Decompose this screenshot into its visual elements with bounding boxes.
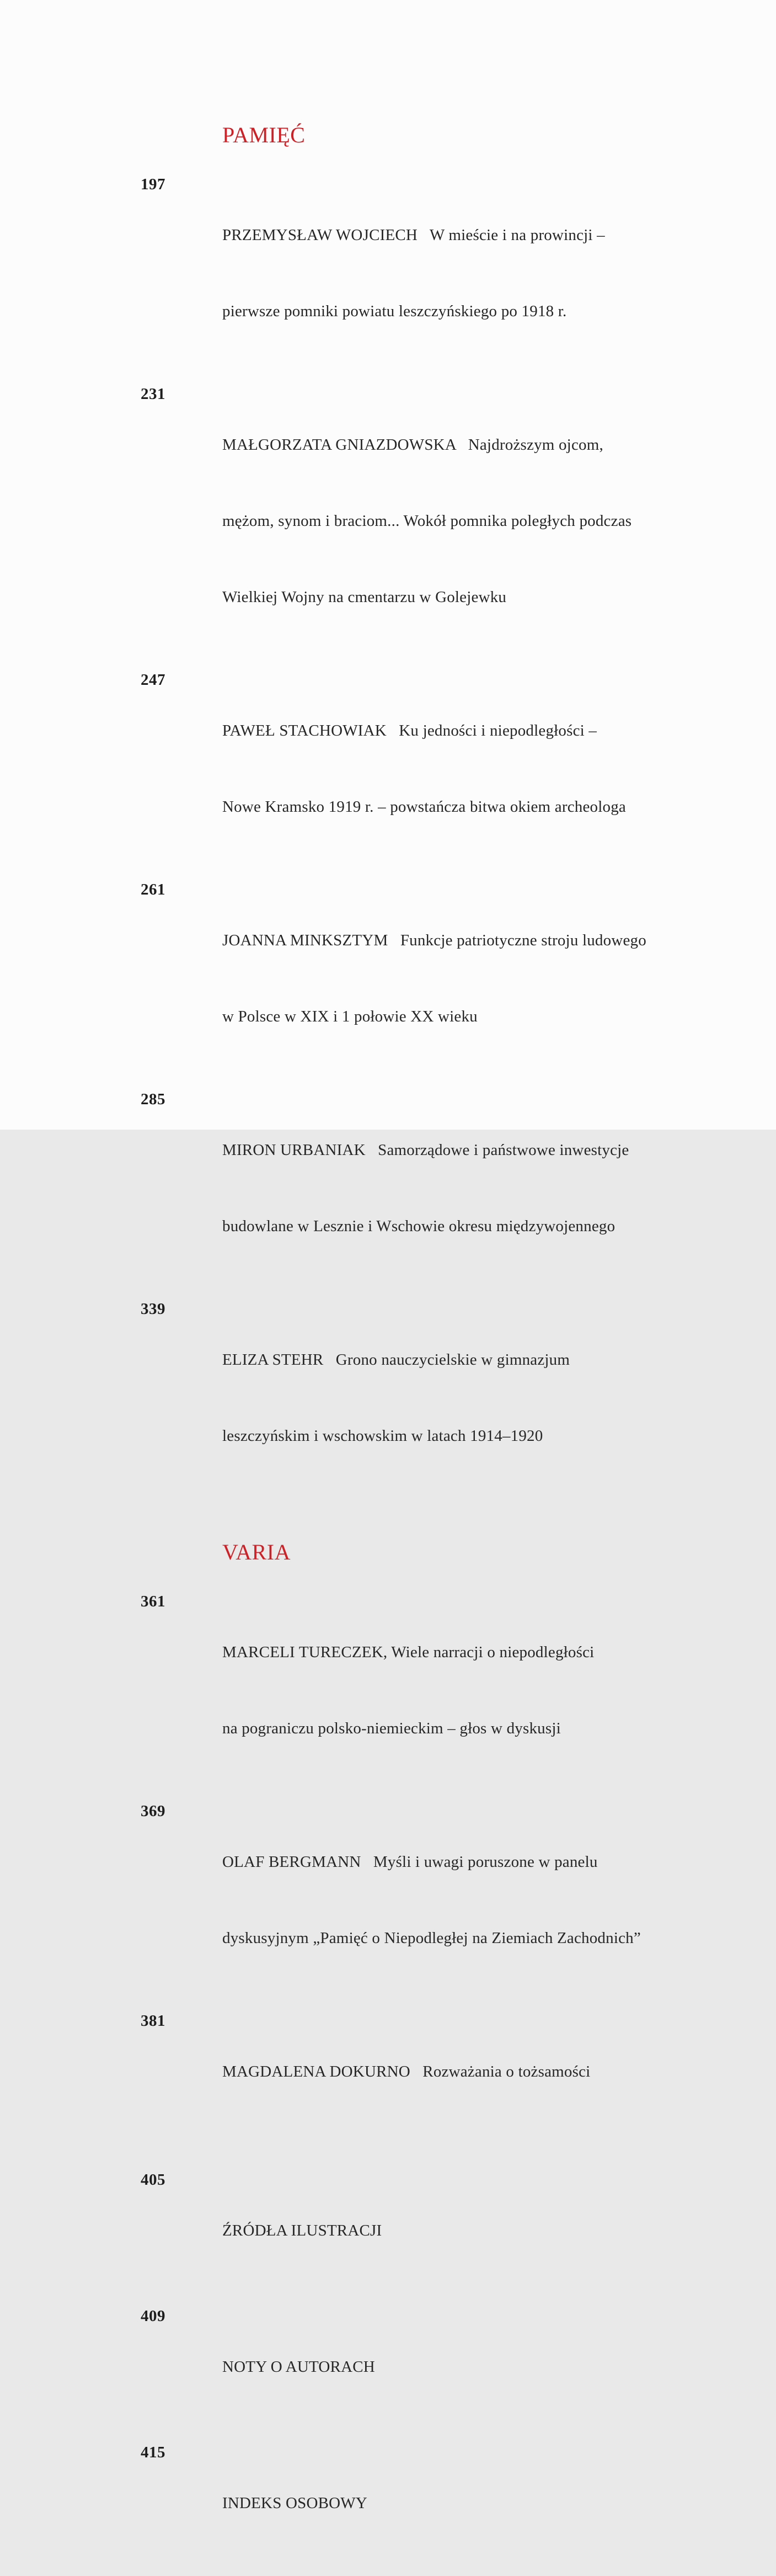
entry-text <box>222 2008 590 2135</box>
entry-text <box>222 1087 629 1290</box>
toc-entry <box>0 1296 776 1499</box>
entry-line: dyskusyjnym „Pamięć o Niepodległej na Ziemiach Zachodnich” <box>222 1929 641 1947</box>
toc-entry <box>0 2167 776 2294</box>
entry-text <box>222 1589 594 1792</box>
entry-line: MAŁGORZATA GNIAZDOWSKA Najdroższym ojcom, <box>222 436 603 454</box>
toc-entry <box>0 877 776 1080</box>
entry-text <box>222 1798 641 2002</box>
page-number: 231 <box>141 385 165 403</box>
entry-text <box>222 1296 570 1499</box>
page-number: 197 <box>141 175 165 193</box>
toc-entry <box>0 2440 776 2567</box>
entry-line: na pograniczu polsko-niemieckim – głos w dyskusji <box>222 1720 561 1737</box>
toc-entry <box>0 1589 776 1792</box>
toc-entry <box>0 667 776 870</box>
entry-text <box>222 172 605 375</box>
entry-line: MAGDALENA DOKURNO Rozważania o tożsamości <box>222 2063 591 2080</box>
toc-entry <box>0 2008 776 2135</box>
entry-line: budowlane w Lesznie i Wschowie okresu międzywojennego <box>222 1217 616 1235</box>
page-number: 285 <box>141 1090 165 1108</box>
entry-line: NOTY O AUTORACH <box>222 2358 375 2376</box>
entry-line: Wielkiej Wojny na cmentarzu w Golejewku <box>222 588 507 606</box>
entry-line: MIRON URBANIAK Samorządowe i państwowe inwestycje <box>222 1141 629 1159</box>
section-heading-pamiec: PAMIĘĆ <box>222 123 306 147</box>
back-matter <box>0 2167 776 2567</box>
entry-line: Nowe Kramsko 1919 r. – powstańcza bitwa okiem archeologa <box>222 798 626 816</box>
entry-line: JOANNA MINKSZTYM Funkcje patriotyczne stroju ludowego <box>222 932 646 949</box>
entry-text <box>222 381 631 661</box>
toc-entry <box>0 2303 776 2430</box>
page-number: 369 <box>141 1802 165 1820</box>
entry-line: ELIZA STEHR Grono nauczycielskie w gimnazjum <box>222 1351 570 1369</box>
entry-line: PAWEŁ STACHOWIAK Ku jedności i niepodległości – <box>222 722 597 739</box>
entry-line: INDEKS OSOBOWY <box>222 2494 367 2512</box>
entry-line: mężom, synom i braciom... Wokół pomnika poległych podczas <box>222 512 632 530</box>
entry-line: leszczyńskim i wschowskim w latach 1914–1920 <box>222 1427 543 1445</box>
page-number: 339 <box>141 1300 165 1318</box>
section-heading-varia: VARIA <box>222 1540 291 1564</box>
page-number: 261 <box>141 881 165 898</box>
toc-entry <box>0 1798 776 2002</box>
page-number: 361 <box>141 1593 165 1610</box>
entry-line: w Polsce w XIX i 1 połowie XX wieku <box>222 1008 478 1025</box>
entry-line: pierwsze pomniki powiatu leszczyńskiego po 1918 r. <box>222 302 567 320</box>
entry-text <box>222 877 646 1080</box>
page-number: 381 <box>141 2012 165 2030</box>
entry-line: ŹRÓDŁA ILUSTRACJI <box>222 2222 382 2239</box>
toc-entry <box>0 172 776 375</box>
toc-entry <box>0 381 776 661</box>
toc-entry <box>0 1087 776 1290</box>
page-number: 415 <box>141 2444 165 2461</box>
entry-text <box>222 2440 367 2567</box>
page-number: 405 <box>141 2171 165 2189</box>
page-number: 247 <box>141 671 165 689</box>
entry-line: OLAF BERGMANN Myśli i uwagi poruszone w panelu <box>222 1853 598 1871</box>
entry-line: MARCELI TURECZEK, Wiele narracji o niepodległości <box>222 1643 595 1661</box>
page-number: 409 <box>141 2307 165 2325</box>
entry-line: PRZEMYSŁAW WOJCIECH W mieście i na prowincji – <box>222 226 605 244</box>
entry-text <box>222 667 626 870</box>
entry-text <box>222 2303 375 2430</box>
entry-text <box>222 2167 382 2294</box>
